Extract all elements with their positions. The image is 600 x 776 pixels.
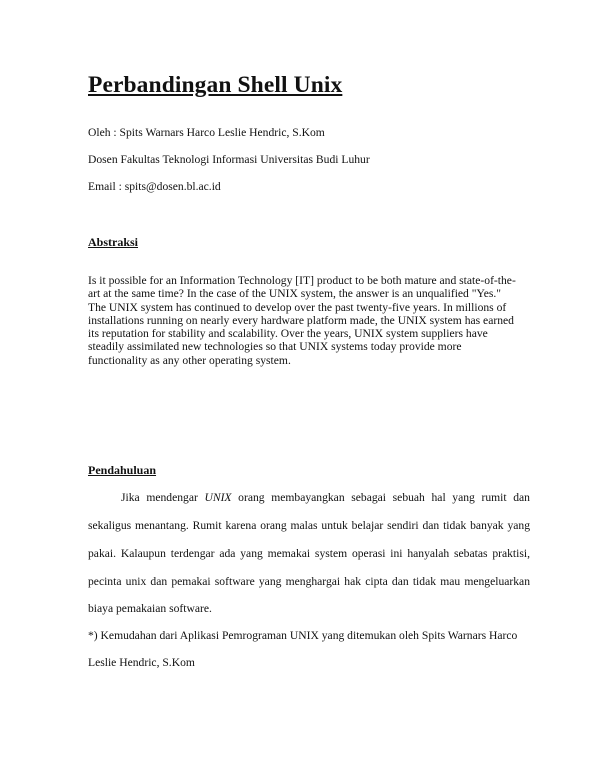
abstract-line: art at the same time? In the case of the UNIX system, the answer is an unqualified "Yes.": [88, 287, 501, 301]
author-email: Email : spits@dosen.bl.ac.id: [88, 180, 221, 193]
abstract-body: [88, 274, 530, 367]
author-byline: Oleh : Spits Warnars Harco Leslie Hendric, S.Kom: [88, 126, 325, 139]
abstract-line: Is it possible for an Information Technology [IT] product to be both mature and state-of-the-: [88, 274, 516, 287]
intro-line: pakai. Kalaupun terdengar ada yang memakai system operasi ini hanyalah sebatas praktisi,: [88, 547, 530, 560]
page-title: Perbandingan Shell Unix: [88, 72, 343, 98]
abstract-line: its reputation for stability and scalability. Over the years, UNIX system suppliers have: [88, 327, 488, 341]
abstract-line: The UNIX system has continued to develop over the past twenty-five years. In millions of: [88, 300, 507, 314]
intro-line: sekaligus menantang. Rumit karena orang malas untuk belajar sendiri dan tidak banyak yang: [88, 519, 530, 532]
intro-line1-italic: UNIX: [204, 491, 232, 504]
intro-line: pecinta unix dan pemakai software yang menghargai hak cipta dan tidak mau mengeluarkan: [88, 575, 530, 588]
abstract-line: functionality as any other operating system.: [88, 353, 291, 367]
intro-line: [88, 491, 530, 504]
abstract-line: installations running on nearly every hardware platform made, the UNIX system has earned: [88, 313, 514, 327]
footnote-line: *) Kemudahan dari Aplikasi Pemrograman UNIX yang ditemukan oleh Spits Warnars Harco: [88, 629, 518, 642]
intro-line: biaya pemakaian software.: [88, 602, 212, 615]
abstract-line: steadily assimilated new technologies so that UNIX systems today provide more: [88, 340, 462, 354]
intro-line1-after: orang membayangkan sebagai sebuah hal yang rumit dan: [231, 491, 530, 504]
intro-heading: Pendahuluan: [88, 463, 157, 477]
footnote-line: Leslie Hendric, S.Kom: [88, 656, 195, 669]
intro-line1-before: Jika mendengar: [121, 491, 205, 504]
abstract-heading: Abstraksi: [88, 235, 139, 249]
author-affiliation: Dosen Fakultas Teknologi Informasi Universitas Budi Luhur: [88, 153, 370, 166]
